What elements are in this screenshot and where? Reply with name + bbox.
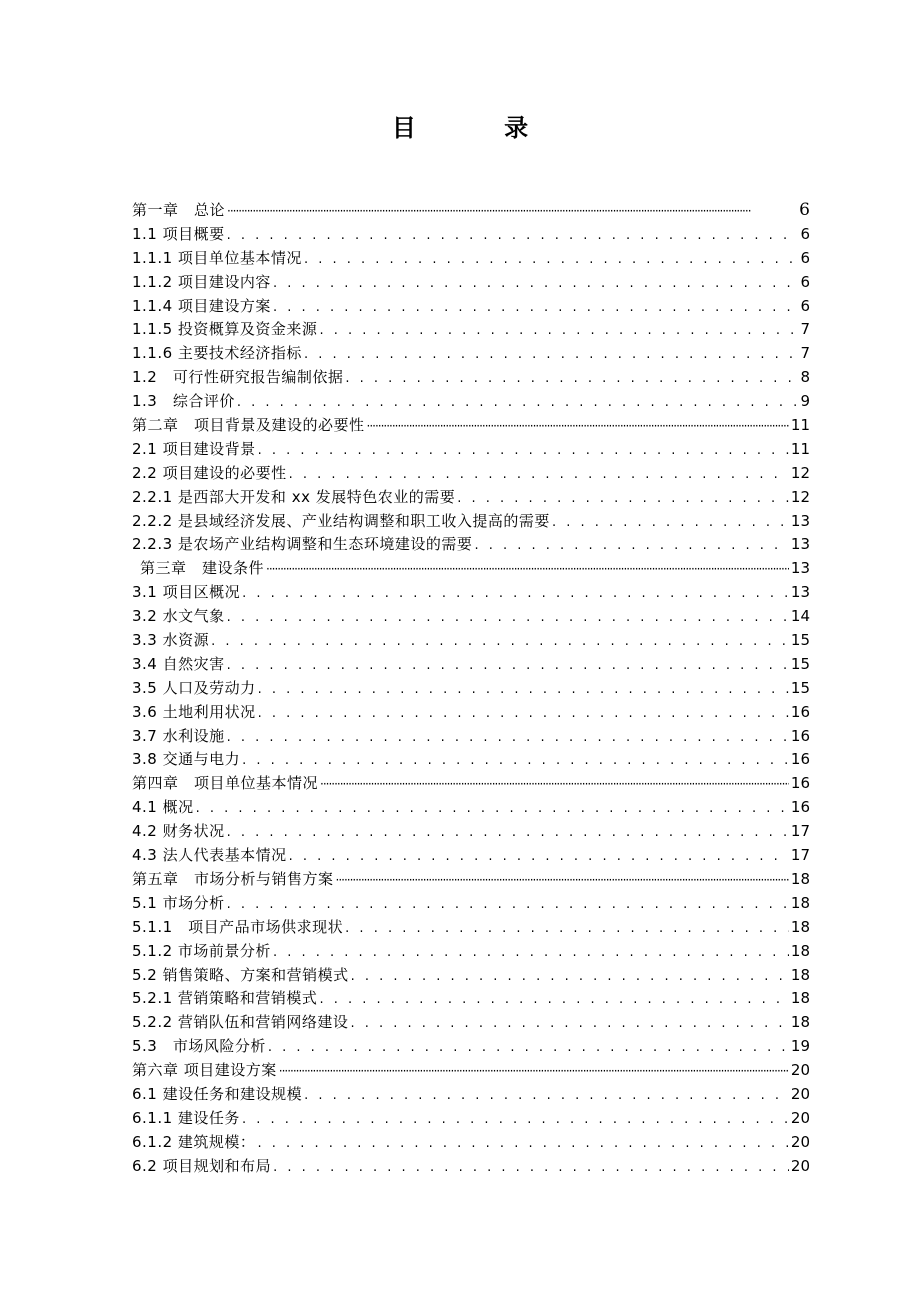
toc-page-number: 18	[790, 1013, 810, 1032]
toc-entry[interactable]	[132, 438, 810, 462]
toc-page-number: 15	[790, 631, 810, 650]
toc-entry-label: 6.1.2 建筑规模：	[132, 1132, 256, 1151]
toc-dot-leader	[350, 1012, 788, 1035]
toc-dot-leader	[457, 487, 789, 510]
toc-dot-leader	[227, 893, 789, 916]
toc-entry[interactable]	[132, 581, 810, 605]
toc-page-number: 16	[790, 774, 810, 793]
toc-entry-label: 1.1.6 主要技术经济指标	[132, 344, 302, 363]
toc-page-number: 15	[790, 678, 810, 697]
toc-page-number: 18	[790, 989, 810, 1008]
toc-page-number: 14	[790, 607, 810, 626]
toc-page-number: 12	[790, 463, 810, 482]
toc-entry-label: 3.3 水资源	[132, 631, 210, 650]
toc-page-number: 18	[790, 917, 810, 936]
toc-entry-label: 6.2 项目规划和布局	[132, 1156, 272, 1175]
toc-page-number: 7	[800, 320, 810, 339]
toc-dot-leader	[242, 1108, 789, 1131]
toc-dot-leader	[258, 678, 789, 701]
toc-entry[interactable]	[132, 1035, 810, 1059]
toc-entry-label: 4.3 法人代表基本情况	[132, 846, 287, 865]
toc-entry-label: 4.1 概况	[132, 798, 194, 817]
toc-page-number: 19	[790, 1037, 810, 1056]
toc-page-number: 16	[790, 726, 810, 745]
toc-entry[interactable]	[132, 892, 810, 916]
toc-dot-leader	[336, 869, 789, 892]
toc-chapter-entry[interactable]	[132, 868, 810, 892]
toc-entry-label: 3.6 土地利用状况	[132, 702, 256, 721]
toc-dot-leader	[273, 941, 789, 964]
toc-page-number: 16	[790, 798, 810, 817]
toc-dot-leader	[227, 654, 789, 677]
toc-entry[interactable]	[132, 342, 810, 366]
toc-page-number: 20	[790, 1061, 810, 1080]
toc-dot-leader	[196, 797, 789, 820]
toc-entry-label: 1.1.5 投资概算及资金来源	[132, 320, 318, 339]
toc-dot-leader	[227, 606, 789, 629]
toc-page-number: 6	[800, 272, 810, 291]
toc-entry[interactable]	[132, 677, 810, 701]
toc-entry-label: 2.2.3 是农场产业结构调整和生态环境建设的需要	[132, 535, 473, 554]
toc-entry-label: 第六章 项目建设方案	[132, 1061, 277, 1080]
toc-page-number: 11	[790, 439, 810, 458]
toc-dot-leader	[273, 272, 796, 295]
toc-entry[interactable]	[132, 844, 810, 868]
toc-entry[interactable]	[132, 605, 810, 629]
toc-page-number: 16	[790, 702, 810, 721]
toc-dot-leader	[227, 224, 796, 247]
toc-entry-label: 第三章 建设条件	[140, 559, 265, 578]
toc-entry[interactable]	[132, 462, 810, 486]
toc-entry[interactable]	[132, 510, 810, 534]
toc-entry[interactable]	[132, 796, 810, 820]
toc-entry[interactable]	[132, 940, 810, 964]
toc-dot-leader	[304, 248, 796, 271]
toc-page-number: 6	[800, 296, 810, 315]
toc-entry-label: 3.5 人口及劳动力	[132, 678, 256, 697]
toc-entry-label: 1.1.1 项目单位基本情况	[132, 248, 302, 267]
toc-page-number: 18	[790, 965, 810, 984]
toc-entry-label: 5.1 市场分析	[132, 893, 225, 912]
toc-entry-label: 2.2.2 是县域经济发展、产业结构调整和职工收入提高的需要	[132, 511, 550, 530]
toc-entry-label: 1.1.2 项目建设内容	[132, 272, 271, 291]
toc-dot-leader	[320, 773, 789, 796]
toc-entry[interactable]	[132, 223, 810, 247]
toc-entry-label: 3.4 自然灾害	[132, 654, 225, 673]
toc-page-number: 20	[790, 1132, 810, 1151]
toc-page-number: 17	[790, 846, 810, 865]
toc-entry-label: 4.2 财务状况	[132, 822, 225, 841]
toc-entry[interactable]	[132, 987, 810, 1011]
toc-entry[interactable]	[132, 318, 810, 342]
toc-entry-label: 第二章 项目背景及建设的必要性	[132, 416, 365, 435]
toc-dot-leader	[345, 917, 789, 940]
toc-dot-leader	[319, 319, 796, 342]
toc-entry[interactable]	[132, 486, 810, 510]
toc-entry[interactable]	[132, 1131, 810, 1155]
toc-entry[interactable]	[132, 701, 810, 725]
toc-title: 目 录	[391, 114, 569, 142]
toc-page-number: 20	[790, 1156, 810, 1175]
toc-dot-leader	[279, 1060, 789, 1083]
toc-entry-label: 6.1 建设任务和建设规模	[132, 1084, 303, 1103]
toc-page-number: 18	[790, 941, 810, 960]
toc-page-number: 6	[800, 248, 810, 267]
toc-page-number: 13	[790, 535, 810, 554]
toc-entry-label: 3.1 项目区概况	[132, 583, 241, 602]
toc-dot-leader	[367, 415, 789, 438]
toc-dot-leader	[258, 439, 789, 462]
toc-dot-leader	[319, 988, 788, 1011]
toc-page-number: 17	[790, 822, 810, 841]
toc-dot-leader	[227, 726, 789, 749]
toc-dot-leader	[304, 1084, 789, 1107]
toc-entry[interactable]	[132, 748, 810, 772]
toc-entry-label: 2.2 项目建设的必要性	[132, 463, 287, 482]
toc-page-number: 15	[790, 654, 810, 673]
toc-entry[interactable]	[132, 725, 810, 749]
toc-entry[interactable]	[132, 629, 810, 653]
toc-dot-leader	[304, 343, 796, 366]
toc-entry[interactable]	[132, 271, 810, 295]
toc-entry-label: 5.3 市场风险分析	[132, 1037, 266, 1056]
toc-dot-leader	[211, 630, 789, 653]
toc-page-number: 20	[790, 1084, 810, 1103]
toc-dot-leader	[289, 463, 789, 486]
toc-page-number: 13	[790, 583, 810, 602]
toc-chapter-entry[interactable]	[132, 414, 810, 438]
toc-page-number: 18	[790, 893, 810, 912]
toc-entry-label: 1.3 综合评价	[132, 392, 235, 411]
toc-entry-label: 第五章 市场分析与销售方案	[132, 869, 334, 888]
toc-entry[interactable]	[132, 653, 810, 677]
toc-entry-label: 5.2.2 营销队伍和营销网络建设	[132, 1013, 349, 1032]
toc-entry-label: 5.1.2 市场前景分析	[132, 941, 271, 960]
toc-entry[interactable]	[132, 366, 810, 390]
toc-dot-leader	[237, 391, 796, 414]
toc-entry-label: 5.1.1 项目产品市场供求现状	[132, 917, 344, 936]
toc-entry-label: 1.1 项目概要	[132, 224, 225, 243]
toc-dot-leader	[345, 367, 796, 390]
toc-chapter-entry[interactable]	[132, 199, 810, 223]
toc-entry-label: 1.1.4 项目建设方案	[132, 296, 271, 315]
toc-entry[interactable]	[132, 390, 810, 414]
toc-entry-label: 2.2.1 是西部大开发和 xx 发展特色农业的需要	[132, 487, 456, 506]
toc-entry-label: 2.1 项目建设背景	[132, 439, 256, 458]
toc-page-number: 6	[800, 224, 810, 243]
toc-entry[interactable]	[132, 1155, 810, 1179]
toc-dot-leader	[351, 965, 789, 988]
toc-dot-leader	[268, 1036, 789, 1059]
toc-entry-label: 第四章 项目单位基本情况	[132, 774, 319, 793]
toc-page-number: 13	[790, 559, 810, 578]
toc-dot-leader	[242, 582, 789, 605]
toc-dot-leader	[552, 511, 789, 534]
toc-entry-label: 6.1.1 建设任务	[132, 1108, 240, 1127]
toc-entry[interactable]	[132, 533, 810, 557]
toc-entry[interactable]	[132, 1083, 810, 1107]
toc-entry-label: 1.2 可行性研究报告编制依据	[132, 368, 344, 387]
toc-entry[interactable]	[132, 295, 810, 319]
toc-chapter-entry[interactable]	[132, 772, 810, 796]
toc-dot-leader	[289, 845, 789, 868]
toc-dot-leader	[227, 200, 796, 223]
toc-entry-label: 第一章 总论	[132, 201, 226, 219]
toc-entry-label: 5.2 销售策略、方案和营销模式	[132, 965, 349, 984]
toc-dot-leader	[257, 1132, 788, 1155]
toc-entry-label: 5.2.1 营销策略和营销模式	[132, 989, 318, 1008]
toc-chapter-entry[interactable]	[132, 1059, 810, 1083]
toc-dot-leader	[474, 534, 788, 557]
toc-dot-leader	[258, 702, 789, 725]
toc-dot-leader	[266, 558, 789, 581]
toc-entry-label: 3.7 水利设施	[132, 726, 225, 745]
toc-page-number: 9	[800, 392, 810, 411]
toc-entry-label: 3.8 交通与电力	[132, 750, 241, 769]
toc-page-number: 12	[790, 487, 810, 506]
toc-page-number: 7	[800, 344, 810, 363]
toc-page-number: 20	[790, 1108, 810, 1127]
toc-page-number: 8	[800, 368, 810, 387]
toc-page-number: 11	[790, 416, 810, 435]
toc-page-number: 16	[790, 750, 810, 769]
toc-page-number: 13	[790, 511, 810, 530]
toc-dot-leader	[242, 749, 789, 772]
toc-dot-leader	[273, 296, 796, 319]
toc-dot-leader	[273, 1156, 789, 1179]
toc-entry[interactable]	[132, 820, 810, 844]
toc-entry[interactable]	[132, 1011, 810, 1035]
toc-list	[132, 199, 810, 1179]
toc-entry[interactable]	[132, 916, 810, 940]
toc-page-number: 18	[790, 869, 810, 888]
toc-entry[interactable]	[132, 964, 810, 988]
toc-entry-label: 3.2 水文气象	[132, 607, 225, 626]
toc-entry[interactable]	[132, 1107, 810, 1131]
toc-entry[interactable]	[132, 247, 810, 271]
toc-chapter-entry[interactable]	[132, 557, 810, 581]
toc-dot-leader	[227, 821, 789, 844]
toc-page-number: 6	[799, 200, 810, 220]
